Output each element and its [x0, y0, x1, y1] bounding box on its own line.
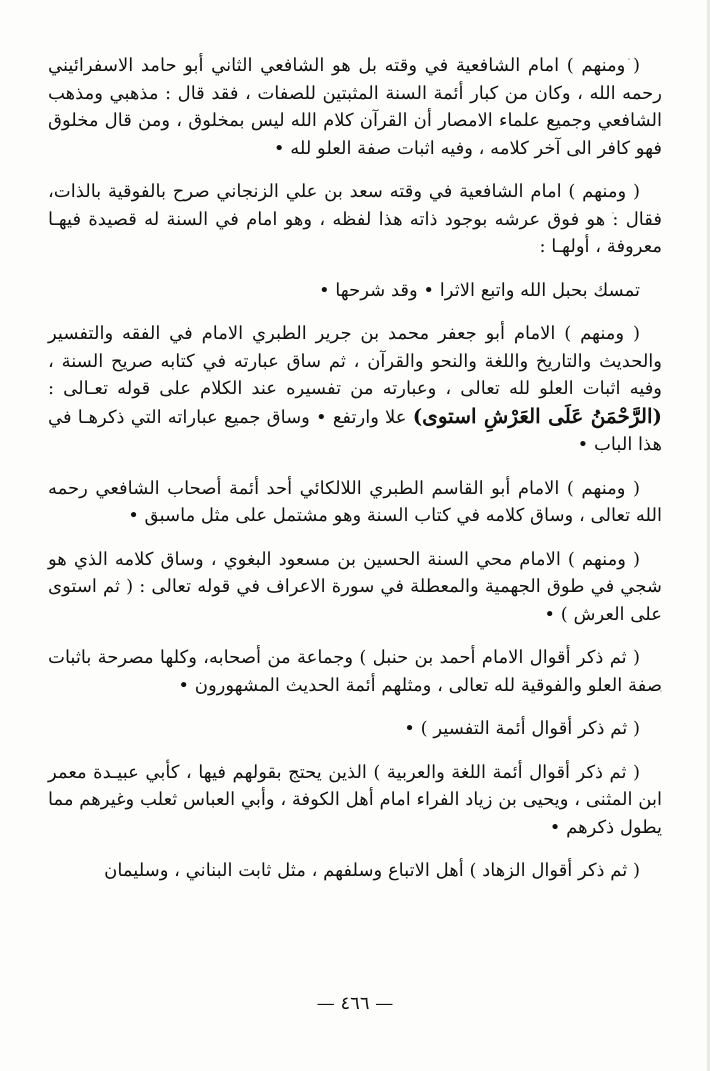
paragraph-ahmad: ( ثم ذكر أقوال الامام أحمد بن حنبل ) وجماعة من أصحابه، وكلها مصرحة باثبات صفة العلو والفوقية لله تعالى ، ومثلهم أئمة الحديث المشهورون •	[48, 647, 662, 696]
paragraph-lugha: ( ثم ذكر أقوال أئمة اللغة والعربية ) الذين يحتج بقولهم فيها ، كأبي عبيـدة معمر ابن المثنى ، ويحيى بن زياد الفراء امام أهل الكوفة ، وأبي العباس ثعلب وغيرهم مما يطول ذكرهم •	[48, 761, 662, 838]
paragraph-baghawi: ( ومنهم ) الامام محي السنة الحسين بن مسعود البغوي ، وساق كلامه الذي هو شجي في طوق الجهمية والمعطلة في سورة الاعراف في قوله تعالى : ( ثم استوى على العرش ) •	[48, 548, 662, 625]
tabari-continuation: علا وارتفع • وساق جميع عباراته التي ذكرهـا في هذا الباب •	[48, 406, 662, 455]
poem-line: تمسك بحبل الله واتبع الاثرا • وقد شرحها •	[318, 279, 640, 301]
main-text	[48, 52, 662, 901]
tabari-text: ( ومنهم ) الامام أبو جعفر محمد بن جرير الطبري الامام في الفقه والتفسير والحديث والتاريخ واللغة والنحو والقرآن ، ثم ساق عبارته في كتابه صريح السنة ، وفيه اثبات العلو لله تعالى ، وعبارته من تفسيره عند الكلام على قوله تعـالى :	[48, 323, 663, 399]
paragraph-tabari	[48, 320, 662, 459]
page-number: — ٤٦٦ —	[316, 993, 394, 1014]
quran-verse: (الرَّحْمَنُ عَلَى العَرْشِ استوى)	[412, 403, 662, 428]
paragraph-tafsir: ( ثم ذكر أقوال أئمة التفسير ) •	[404, 718, 640, 739]
paragraph-zanjani: ( ومنهم ) امام الشافعية في وقته سعد بن علي الزنجاني صرح بالفوقية بالذات، فقال : هو فوق عرشه بوجود ذاته هذا لفظه ، وهو امام في السنة له قصيدة فيهـا معروفة ، أولهـا :	[48, 181, 662, 257]
paragraph-abu-hamid: ( ومنهم ) امام الشافعية في وقته بل هو الشافعي الثاني أبو حامد الاسفرائيني رحمه الله ، وكان من كبار أئمة السنة المثبتين للصفات ، فقد قال : مذهبي ومذهب الشافعي وجميع علماء الامصار أن القرآن كلام الله ليس بمخلوق ، ومن قال مخلوق فهو كافر الى آخر كلامه ، وفيه اثبات صفة العلو لله •	[48, 55, 662, 159]
paragraph-zuhhad: ( ثم ذكر أقوال الزهاد ) أهل الاتباع وسلفهم ، مثل ثابت البناني ، وسليمان	[104, 860, 640, 881]
paragraph-lalakai: ( ومنهم ) الامام أبو القاسم الطبري اللالكائي أحد أئمة أصحاب الشافعي رحمه الله تعالى ، وساق كلامه في كتاب السنة وهو مشتمل على مثل ماسبق •	[48, 477, 662, 526]
